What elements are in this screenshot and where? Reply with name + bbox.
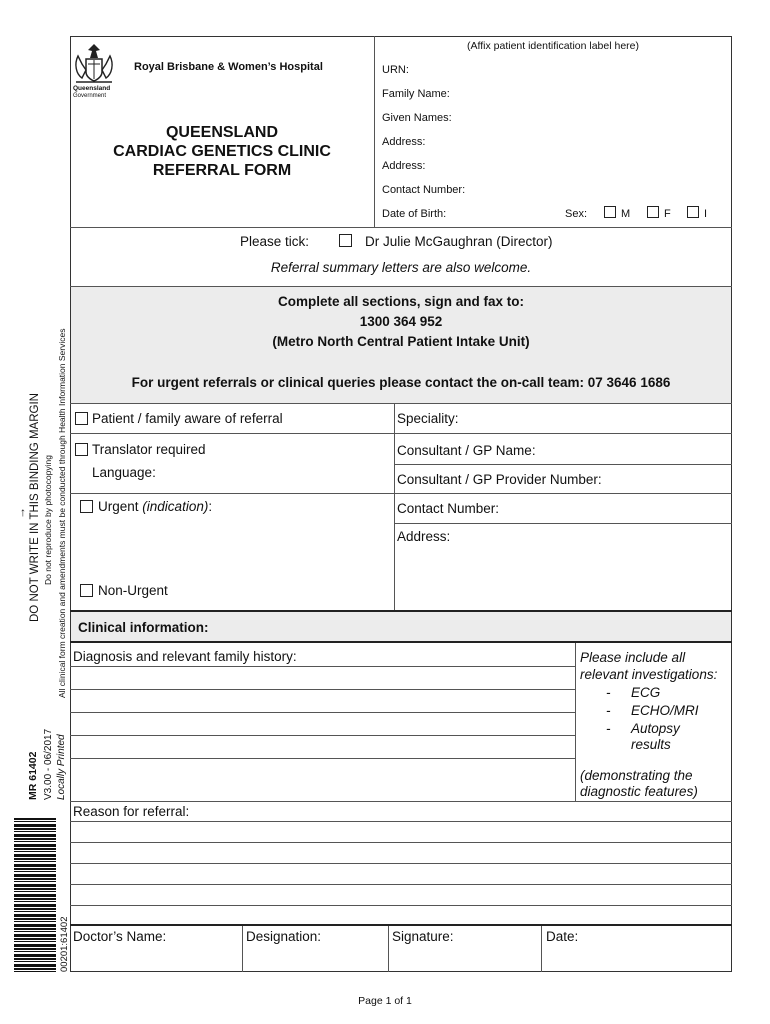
queensland-crest-icon (72, 42, 116, 84)
doctor-name-field[interactable]: Doctor’s Name: (73, 929, 167, 944)
include-line-2: relevant investigations: (580, 667, 718, 682)
non-urgent-label: Non-Urgent (98, 583, 168, 598)
urgent-label (98, 499, 212, 514)
doctor-checkbox[interactable] (339, 234, 352, 247)
aware-label: Patient / family aware of referral (92, 411, 283, 426)
clinical-form-text: All clinical form creation and amendments must be conducted through Health Information Services (57, 328, 67, 698)
gp-address-field[interactable]: Address: (397, 529, 451, 544)
please-tick-label: Please tick: (240, 234, 310, 249)
investigation-ecg: ECG (631, 685, 661, 700)
reason-for-referral-field[interactable]: Reason for referral: (73, 804, 190, 819)
urgent-contact-note: For urgent referrals or clinical queries please contact the on-call team: 07 3646 1686 (131, 375, 671, 390)
diagnosis-field[interactable]: Diagnosis and relevant family history: (73, 649, 297, 664)
form-title (70, 123, 374, 180)
version-text: V3.00 - 06/2017 (43, 728, 54, 800)
contact-number-field[interactable]: Contact Number: (382, 184, 466, 196)
barcode (14, 818, 56, 974)
barcode-number: 00201:61402 (59, 916, 70, 972)
investigations-note (580, 649, 717, 683)
arrow-up-icon: ↑ (20, 505, 26, 519)
summary-note: Referral summary letters are also welcome. (270, 260, 532, 275)
clinical-heading: Clinical information: (78, 620, 209, 635)
logo-text-government: Government (73, 93, 107, 99)
sex-label: Sex: (565, 208, 588, 220)
demo-line-1: (demonstrating the (580, 768, 693, 783)
autopsy-line-1: Autopsy (631, 721, 680, 736)
photocopy-text: Do not reproduce by photocopying (43, 455, 53, 585)
language-field[interactable]: Language: (92, 465, 156, 480)
urgent-checkbox[interactable] (80, 500, 93, 513)
autopsy-line-2: results (631, 737, 671, 752)
investigation-echo-mri: ECHO/MRI (631, 703, 699, 718)
consultant-name-field[interactable]: Consultant / GP Name: (397, 443, 536, 458)
affix-label-note: (Affix patient identification label here) (467, 40, 639, 52)
urgent-colon: : (208, 499, 213, 514)
sex-f-label: F (664, 208, 671, 220)
family-name-field[interactable]: Family Name: (382, 88, 450, 100)
doctor-option: Dr Julie McGaughran (Director) (365, 234, 553, 249)
dash-echo: - (606, 703, 611, 718)
address-field-2[interactable]: Address: (382, 160, 426, 172)
given-names-field[interactable]: Given Names: (382, 112, 452, 124)
sex-f-checkbox[interactable] (647, 206, 659, 218)
dash-autopsy: - (606, 721, 611, 736)
aware-checkbox[interactable] (75, 412, 88, 425)
dash-ecg: - (606, 685, 611, 700)
binding-margin-text: DO NOT WRITE IN THIS BINDING MARGIN (29, 393, 41, 622)
sex-m-label: M (621, 208, 631, 220)
non-urgent-checkbox[interactable] (80, 584, 93, 597)
instructions-line-1: Complete all sections, sign and fax to: (277, 294, 525, 309)
page-number: Page 1 of 1 (358, 995, 412, 1007)
title-line-3: REFERRAL FORM (152, 162, 292, 179)
sex-i-checkbox[interactable] (687, 206, 699, 218)
mr-number: MR 61402 (27, 751, 39, 800)
dob-field[interactable]: Date of Birth: (382, 208, 447, 220)
translator-checkbox[interactable] (75, 443, 88, 456)
diagnostic-features-note (580, 768, 698, 800)
logo-text-queensland: Queensland (73, 85, 111, 92)
sex-m-checkbox[interactable] (604, 206, 616, 218)
fax-number: 1300 364 952 (359, 314, 443, 329)
intake-unit: (Metro North Central Patient Intake Unit) (272, 334, 530, 349)
speciality-field[interactable]: Speciality: (397, 411, 459, 426)
hospital-name: Royal Brisbane & Women’s Hospital (134, 61, 323, 73)
designation-field[interactable]: Designation: (246, 929, 322, 944)
urn-field[interactable]: URN: (382, 64, 409, 76)
provider-number-field[interactable]: Consultant / GP Provider Number: (397, 472, 602, 487)
include-line-1: Please include all (580, 650, 686, 665)
investigation-autopsy (631, 721, 680, 753)
translator-label: Translator required (92, 442, 206, 457)
demo-line-2: diagnostic features) (580, 784, 698, 799)
locally-printed-text: Locally Printed (56, 734, 67, 800)
urgent-indication: (indication) (142, 499, 209, 514)
signature-field[interactable]: Signature: (392, 929, 454, 944)
address-field-1[interactable]: Address: (382, 136, 426, 148)
title-line-1: QUEENSLAND (165, 124, 278, 141)
title-line-2: CARDIAC GENETICS CLINIC (113, 143, 331, 160)
urgent-text: Urgent (98, 499, 139, 514)
sex-i-label: I (704, 208, 708, 220)
contact-number-gp-field[interactable]: Contact Number: (397, 501, 500, 516)
date-field[interactable]: Date: (546, 929, 579, 944)
